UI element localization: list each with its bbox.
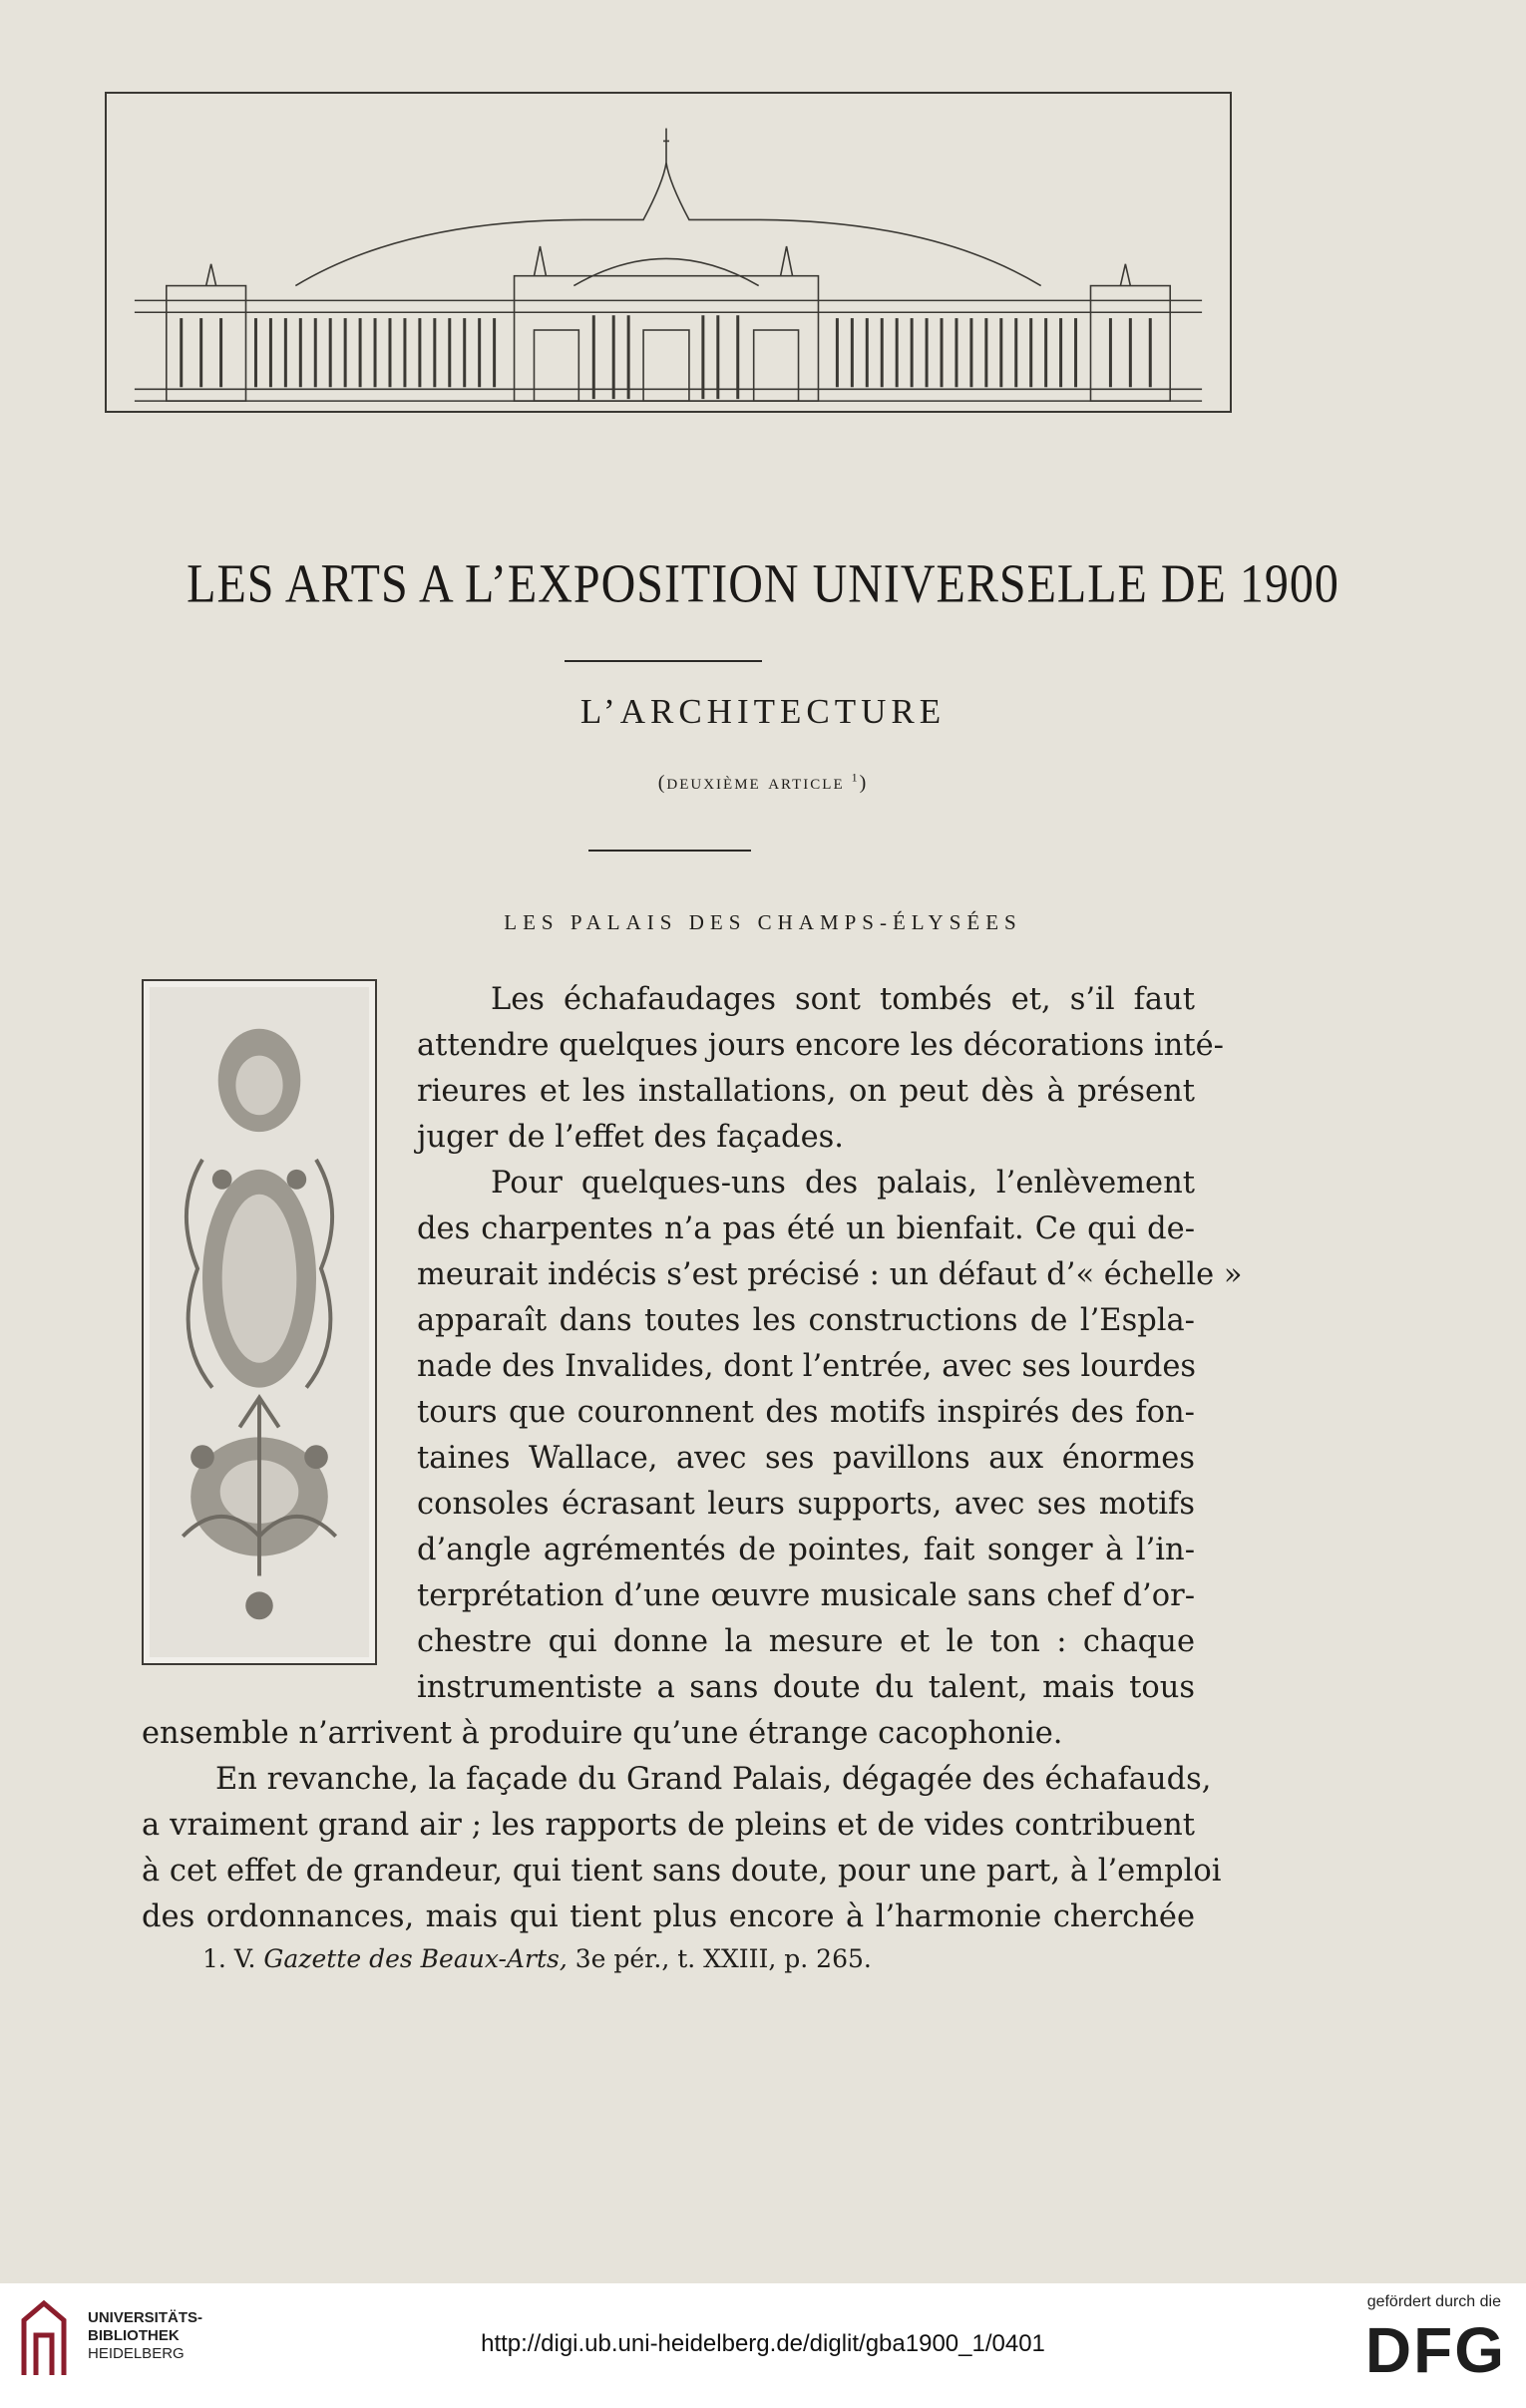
text-line: des ordonnances, mais qui tient plus encore à l’harmonie cherchée [142, 1899, 1195, 1934]
funded-by-label: gefördert durch die [1366, 2293, 1501, 2310]
footnote-journal: Gazette des Beaux-Arts, [263, 1944, 568, 1973]
subtitle-text: deuxième article [666, 769, 845, 794]
footnote [202, 1944, 872, 1973]
text-line: rieures et les installations, on peut dès à présent [417, 1074, 1195, 1109]
text-line: nade des Invalides, dont l’entrée, avec ses lourdes [417, 1349, 1197, 1384]
text-line: à cet effet de grandeur, qui tient sans doute, pour une part, à l’emploi [142, 1854, 1222, 1889]
ornament-figure [142, 979, 377, 1665]
text-line: Pour quelques-uns des palais, l’enlèvement [491, 1166, 1195, 1201]
footnote-number: 1. [202, 1944, 226, 1973]
subtitle: (deuxième article $^1$) [657, 769, 869, 794]
subtitle-note-mark: 1 [851, 770, 860, 785]
text-line: instrumentiste a sans doute du talent, mais tous [417, 1670, 1195, 1705]
text-line: taines Wallace, avec ses pavillons aux énormes [417, 1441, 1195, 1476]
subtitle-rule [588, 850, 751, 852]
grand-palais-facade-engraving-icon [107, 94, 1230, 411]
title-rule [565, 660, 762, 662]
header-engraving [105, 92, 1232, 413]
text-line: terprétation d’une œuvre musicale sans chef d’or- [417, 1578, 1195, 1613]
text-line: d’angle agrémentés de pointes, fait songer à l’in- [417, 1533, 1195, 1567]
text-line: apparaît dans toutes les constructions de l’Espla- [417, 1303, 1195, 1338]
section-title: L’ARCHITECTURE [579, 692, 947, 731]
text-line: En revanche, la façade du Grand Palais, dégagée des échafauds, [215, 1762, 1212, 1797]
text-line: ensemble n’arrivent à produire qu’une étrange cacophonie. [142, 1716, 1063, 1751]
dfg-logo[interactable]: DFG [1364, 2314, 1506, 2386]
footnote-rest: 3e pér., t. XXIII, p. 265. [574, 1944, 872, 1973]
text-line: consoles écrasant leurs supports, avec ses motifs [417, 1487, 1195, 1522]
text-line: attendre quelques jours encore les décorations inté- [417, 1028, 1224, 1063]
text-line: juger de l’effet des façades. [417, 1120, 844, 1155]
library-line-2: BIBLIOTHEK [88, 2327, 180, 2344]
text-line: tours que couronnent des motifs inspirés des fon- [417, 1395, 1195, 1430]
text-line: des charpentes n’a pas été un bienfait. Ce qui de- [417, 1211, 1195, 1246]
page-title: LES ARTS A L’EXPOSITION UNIVERSELLE DE 1900 [187, 553, 1339, 615]
text-line: a vraiment grand air ; les rapports de pleins et de vides contribuent [142, 1808, 1195, 1843]
permalink-url[interactable]: http://digi.ub.uni-heidelberg.de/diglit/gba1900_1/0401 [481, 2330, 1045, 2357]
library-line-1: UNIVERSITÄTS- [88, 2309, 203, 2326]
ornamental-relief-icon [144, 981, 375, 1663]
footnote-prefix: V. [233, 1944, 256, 1973]
text-line: Les échafaudages sont tombés et, s’il faut [491, 982, 1195, 1017]
text-line: meurait indécis s’est précisé : un défaut d’« échelle » [417, 1257, 1243, 1292]
chapter-heading: LES PALAIS DES CHAMPS-ÉLYSÉES [504, 910, 1022, 934]
library-line-3: HEIDELBERG [88, 2345, 185, 2362]
text-line: chestre qui donne la mesure et le ton : chaque [417, 1624, 1195, 1659]
